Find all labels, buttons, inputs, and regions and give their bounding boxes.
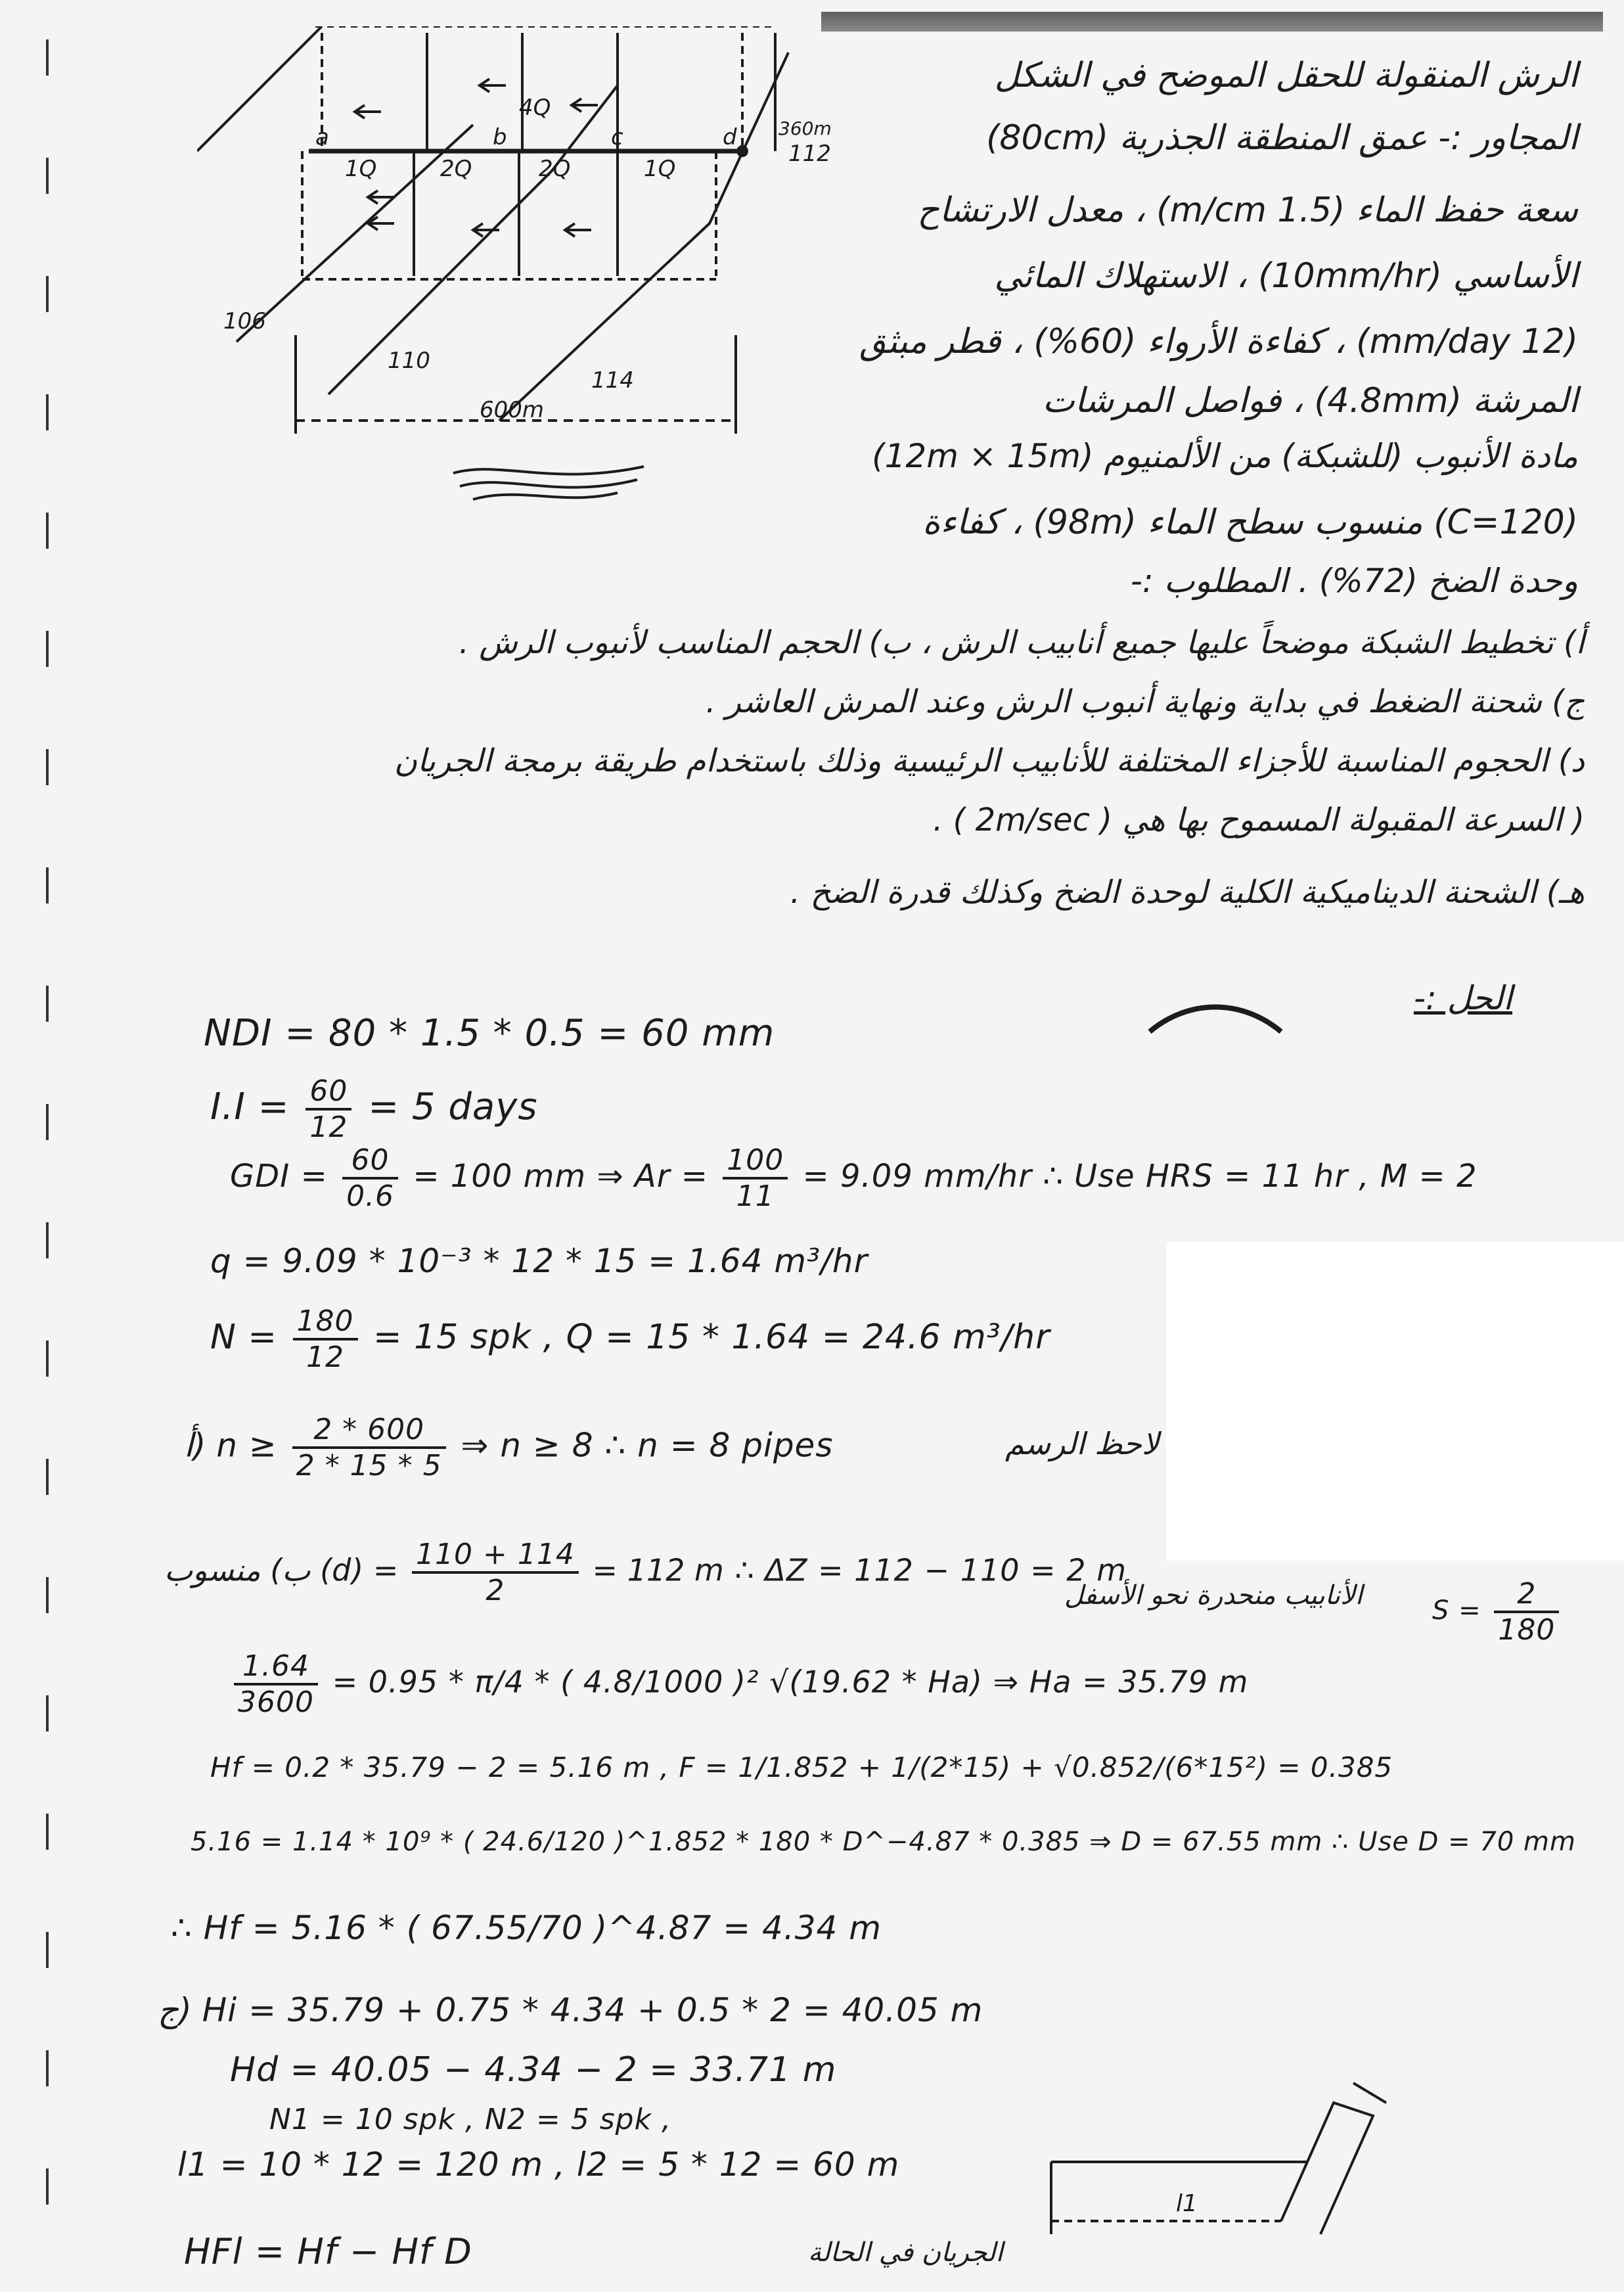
redaction-box [1166, 1242, 1624, 1561]
segment-label: 2Q [440, 156, 472, 182]
q-equation: q = 9.09 * 10⁻³ * 12 * 15 = 1.64 m³/hr [210, 1242, 868, 1280]
segment-label: 2Q [539, 156, 571, 182]
hf-lateral-line: HFl = Hf − Hf D [184, 2231, 472, 2272]
problem-line: (C=120) منسوب سطح الماء (98m) ، كفاءة [922, 503, 1578, 542]
problem-line: الأساسي (10mm/hr) ، الاستهلاك المائي [994, 256, 1578, 296]
ha-equation: $\frac{1.64}{3600}$ = 0.95 * π/4 * ( 4.8/1000 )² √(19.62 * Ha) ⇒ Ha = 35.79 m [230, 1649, 1248, 1719]
problem-line: سعة حفظ الماء (1.5 m/cm) ، معدل الارتشاح [917, 191, 1578, 230]
hf-corrected-equation: ∴ Hf = 5.16 * ( 67.55/70 )^4.87 = 4.34 m [171, 1909, 882, 1947]
pipes-count-equation: أ) n ≥ $\frac{2 * 600}{2 * 15 * 5}$ ⇒ n ≥ 8 ∴ n = 8 pipes [184, 1413, 834, 1482]
curve-mark [1137, 992, 1294, 1045]
elevation-label: 112 [788, 141, 831, 167]
see-sketch-note: لاحظ الرسم [1005, 1426, 1160, 1461]
problem-line: (12 mm/day) ، كفاءة الأرواء (60%) ، قطر مبثق [859, 322, 1578, 361]
problem-line: مادة الأنبوب (للشبكة) من الألمنيوم (12m × 15m) [872, 437, 1578, 475]
requirement: أ) تخطيط الشبكة موضحاً عليها جميع أنابيب الرش ، ب) الحجم المناسب لأنبوب الرش . [459, 624, 1585, 661]
cut-off-text: الجريان في الحالة [808, 2237, 1003, 2268]
segment-label: 4Q [519, 95, 551, 121]
gdi-equation: GDI = $\frac{60}{0.6}$ = 100 mm ⇒ Ar = $\frac{100}{11}$ = 9.09 mm/hr ∴ Use HRS = 11 hr , M = 2 [230, 1143, 1477, 1213]
solution-label: الحل :- [1413, 979, 1512, 1017]
field-layout-diagram [197, 26, 854, 453]
ii-equation: I.I = $\frac{60}{12}$ = 5 days [210, 1074, 538, 1144]
problem-line: المرشة (4.8mm) ، فواصل المرشات [1042, 381, 1578, 421]
requirement: هـ) الشحنة الديناميكية الكلية لوحدة الضخ وكذلك قدرة الضخ . [790, 874, 1585, 911]
lateral-length-line: l1 = 10 * 12 = 120 m , l2 = 5 * 12 = 60 m [177, 2145, 900, 2184]
segment-label: 1Q [644, 156, 676, 182]
sprinkler-count-line: N1 = 10 spk , N2 = 5 spk , [269, 2103, 672, 2136]
scan-border [821, 12, 1603, 32]
hd-equation: Hd = 40.05 − 4.34 − 2 = 33.71 m [230, 2050, 837, 2090]
slope-equation: S = $\frac{2}{180}$ [1432, 1577, 1563, 1647]
diameter-equation: 5.16 = 1.14 * 10⁹ * ( 24.6/120 )^1.852 * 180 * D^−4.87 * 0.385 ⇒ D = 67.55 mm ∴ Use D = 70 mm [191, 1827, 1576, 1857]
problem-line: المجاور :- عمق المنطقة الجذرية (80cm) [986, 118, 1578, 158]
point-label: d [723, 124, 737, 150]
point-label: c [611, 124, 623, 150]
length-label: 600m [480, 397, 545, 423]
requirement: د) الحجوم المناسبة للأجزاء المختلفة للأنابيب الرئيسية وذلك باستخدام طريقة برمجة الجريان [394, 743, 1585, 779]
problem-header: الرش المنقولة للحقل الموضح في الشكل [994, 56, 1578, 95]
point-label: a [315, 124, 329, 150]
elevation-label: 106 [223, 308, 266, 334]
binder-marks [46, 39, 59, 2260]
ndi-equation: NDI = 80 * 1.5 * 0.5 = 60 mm [204, 1012, 775, 1055]
slope-note: الأنابيب منحدرة نحو الأسفل [1064, 1580, 1363, 1611]
requirement: ( السرعة المقبولة المسموح بها هي ( 2m/sec ) . [933, 802, 1585, 838]
lateral-sketch [1045, 2076, 1439, 2260]
segment-label: 1Q [345, 156, 377, 182]
n-equation: N = $\frac{180}{12}$ = 15 spk , Q = 15 * 1.64 = 24.6 m³/hr [210, 1304, 1050, 1374]
elevation-label: 114 [591, 367, 634, 394]
elevation-d-equation: ب) منسوب (d) = $\frac{110 + 114}{2}$ = 112 m ∴ ΔZ = 112 − 110 = 2 m [164, 1538, 1127, 1607]
requirement: ج) شحنة الضغط في بداية ونهاية أنبوب الرش وعند المرش العاشر . [706, 683, 1585, 720]
hi-equation: ج) Hi = 35.79 + 0.75 * 4.34 + 0.5 * 2 = 40.05 m [158, 1991, 983, 2029]
hf-equation: Hf = 0.2 * 35.79 − 2 = 5.16 m , F = 1/1.852 + 1/(2*15) + √0.852/(6*15²) = 0.385 [210, 1751, 1393, 1783]
point-label: b [493, 124, 507, 150]
sketch-l1-label: l1 [1176, 2190, 1198, 2217]
problem-line: وحدة الضخ (72%) . المطلوب :- [1130, 562, 1578, 600]
side-label: 360m [778, 118, 832, 139]
water-symbol-sketch [447, 460, 657, 506]
elevation-label: 110 [388, 348, 430, 374]
